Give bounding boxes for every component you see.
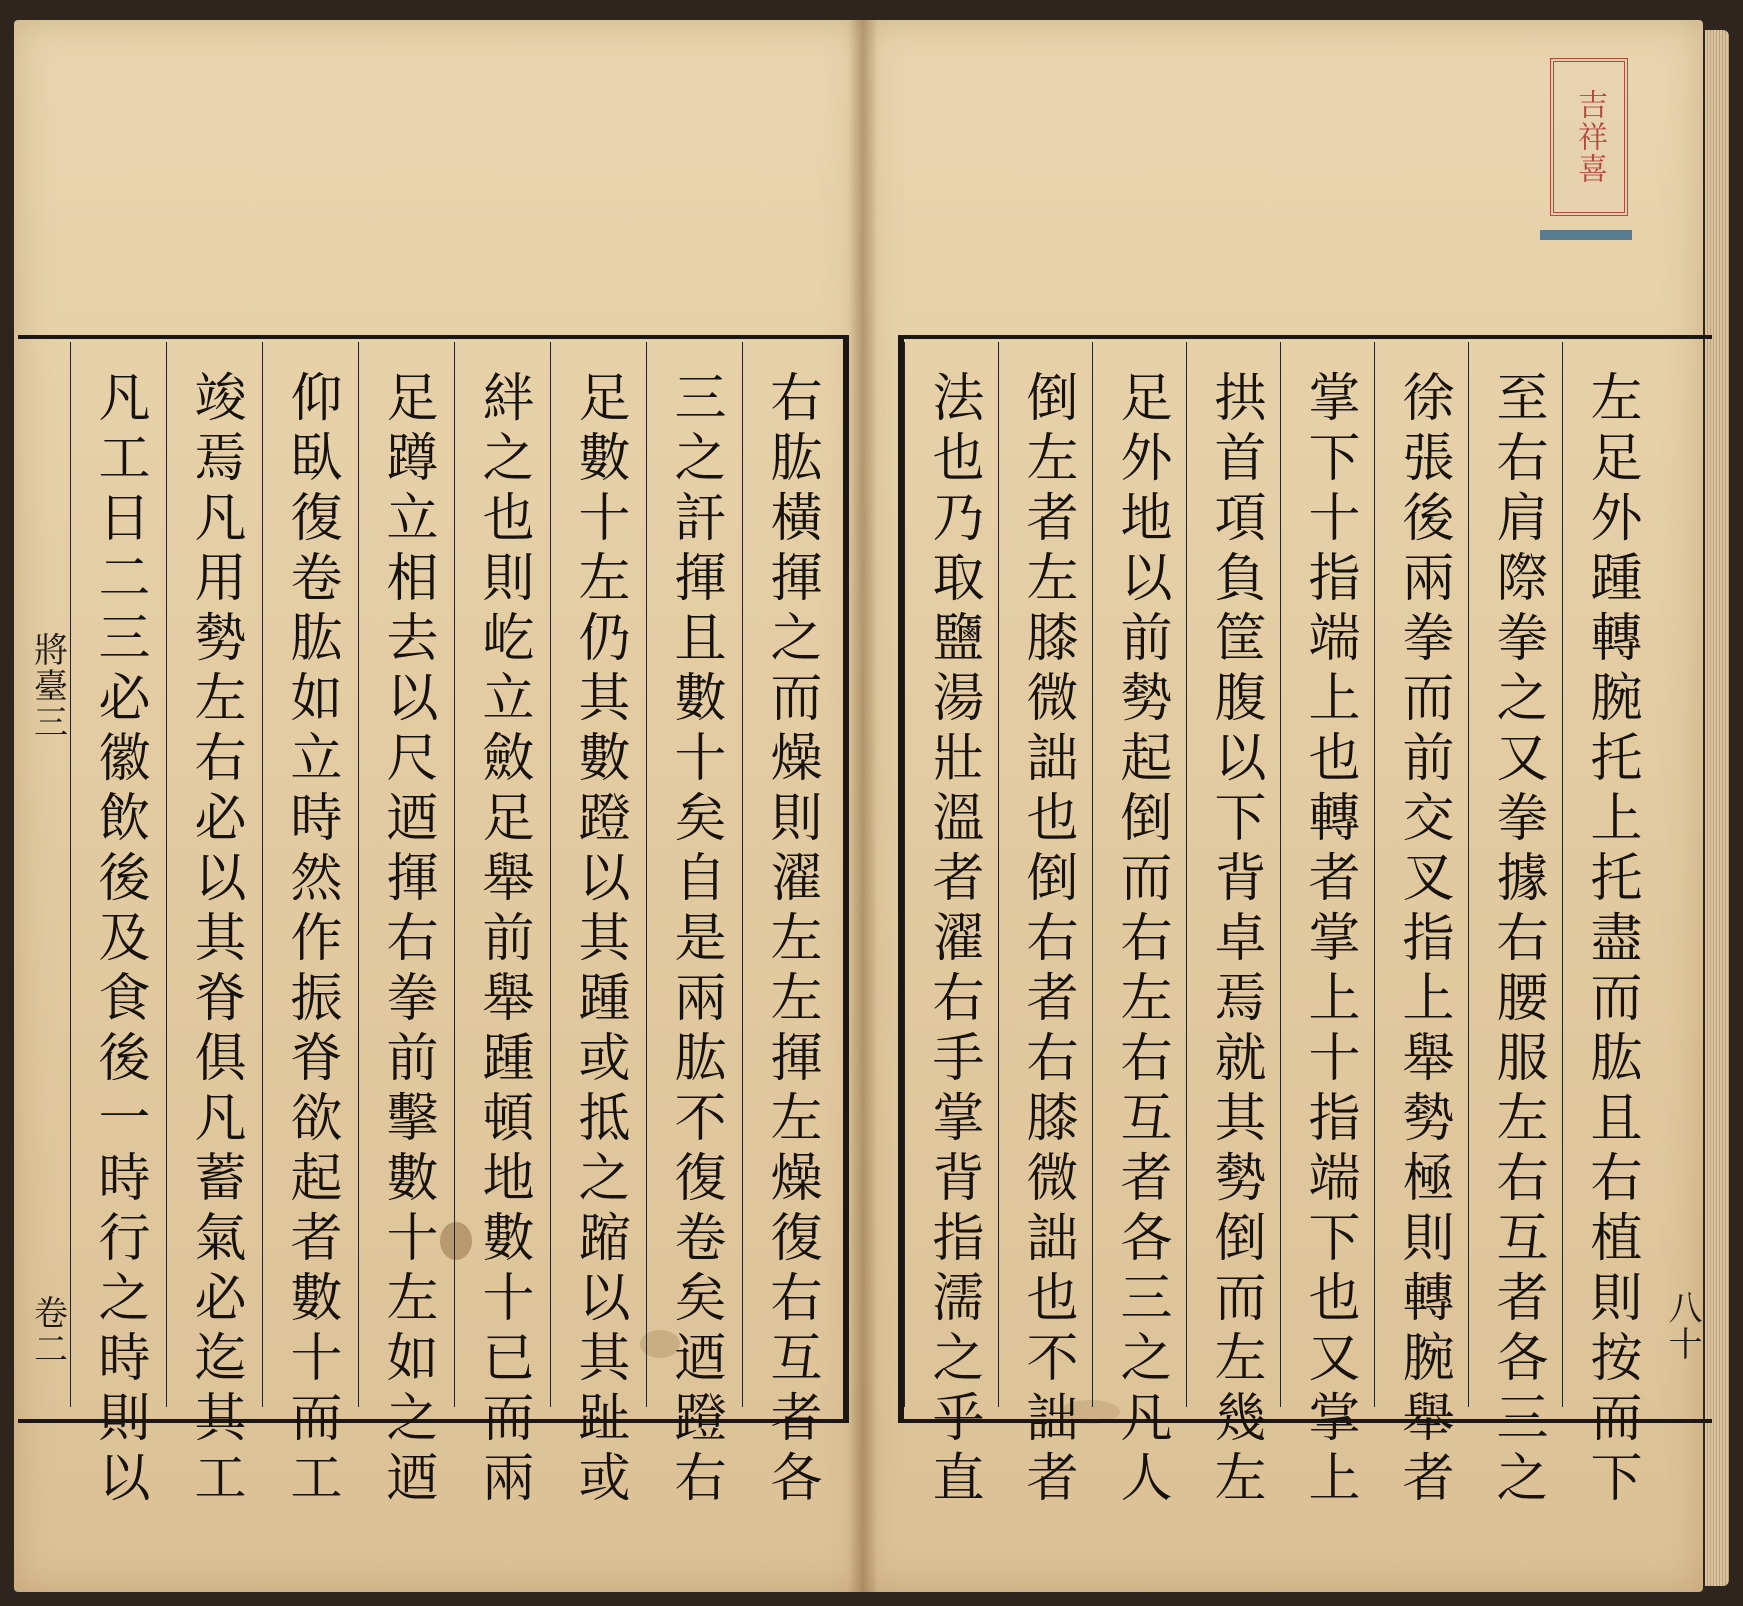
left-column-7 [646, 342, 743, 1510]
book-title: 將臺三 [27, 632, 68, 740]
left-column-2 [166, 342, 263, 1510]
left-column-4 [358, 342, 455, 1510]
text-column: 足蹲立相去以尺迺揮右拳前擊數十左如之迺 [377, 370, 437, 1510]
page-number: 八十 [1662, 1290, 1702, 1362]
text-column: 足外地以前勢起倒而右左右互者各三之凡人 [1111, 370, 1171, 1510]
text-column: 拱首項負筐腹以下背卓焉就其勢倒而左幾左 [1205, 370, 1265, 1510]
text-column: 足數十左仍其數蹬以其踵或抵之蹜以其趾或 [569, 370, 629, 1510]
blue-marker-strip [1540, 230, 1632, 240]
text-column: 竣焉凡用勢左右必以其脊俱凡蓄氣必迄其工 [185, 370, 245, 1510]
text-column: 左足外踵轉腕托上托盡而肱且右植則按而下 [1581, 370, 1641, 1510]
text-column: 徐張後兩拳而前交叉指上舉勢極則轉腕舉者 [1393, 370, 1453, 1510]
right-column-3 [1092, 342, 1189, 1510]
text-column: 掌下十指端上也轉者掌上十指端下也又掌上 [1299, 370, 1359, 1510]
left-column-1 [70, 342, 167, 1510]
right-column-8 [1562, 342, 1659, 1510]
left-column-3 [262, 342, 359, 1510]
left-column-8 [742, 342, 839, 1510]
left-column-5 [454, 342, 551, 1510]
left-column-6 [550, 342, 647, 1510]
text-column: 右肱橫揮之而燥則濯左左揮左燥復右互者各 [761, 370, 821, 1510]
text-column: 法也乃取鹽湯壯溫者濯右手掌背指濡之乎直 [923, 370, 983, 1510]
text-column: 至右肩際拳之又拳據右腰服左右互者各三之 [1487, 370, 1547, 1510]
right-column-1 [904, 342, 1001, 1510]
text-column: 仰臥復卷肱如立時然作振脊欲起者數十而工 [281, 370, 341, 1510]
collector-seal: 吉祥喜 [1550, 58, 1628, 216]
text-column: 絆之也則屹立斂足舉前舉踵頓地數十已而兩 [473, 370, 533, 1510]
volume-label: 卷二 [27, 1295, 68, 1367]
book-gutter [848, 20, 878, 1592]
right-column-6 [1374, 342, 1471, 1510]
text-column: 三之訐揮且數十矣自是兩肱不復卷矣迺蹬右 [665, 370, 725, 1510]
text-column: 倒左者左膝微詘也倒右者右膝微詘也不詘者 [1017, 370, 1077, 1510]
right-column-5 [1280, 342, 1377, 1510]
left-margin-column [22, 342, 74, 1407]
text-column: 凡工日二三必徽飲後及食後一時行之時則以 [89, 370, 149, 1510]
right-column-2 [998, 342, 1095, 1510]
right-column-7 [1468, 342, 1565, 1510]
right-column-4 [1186, 342, 1283, 1510]
